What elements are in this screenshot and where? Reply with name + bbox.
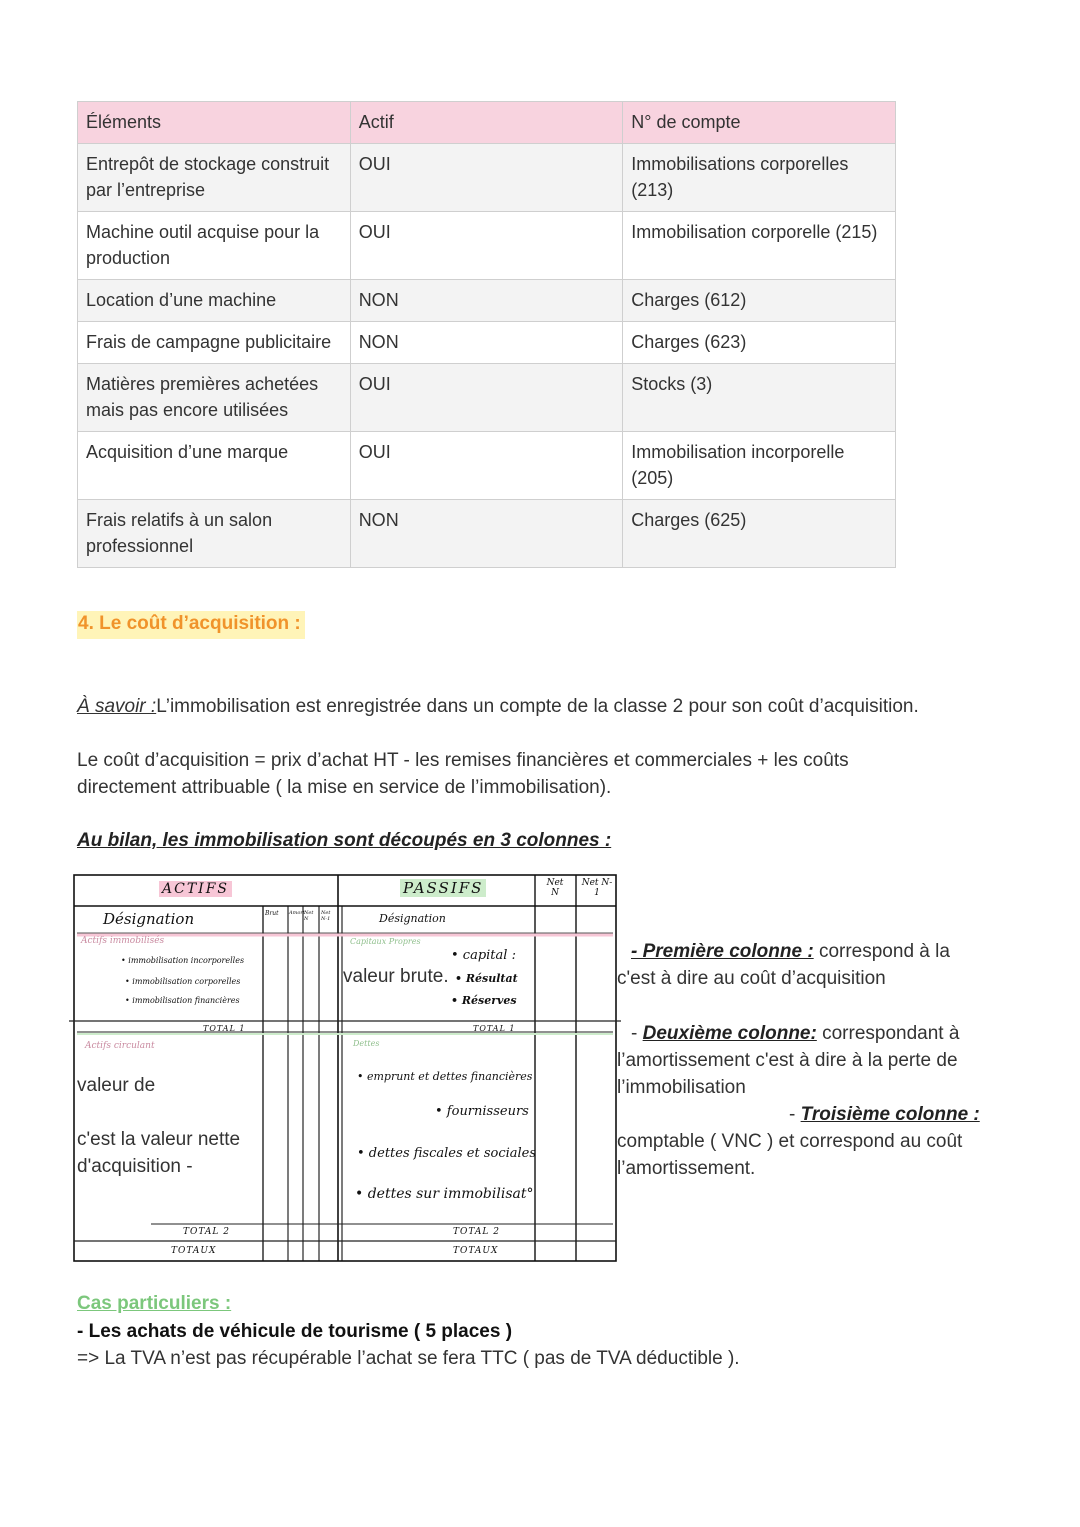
dettes-item: • dettes fiscales et sociales [357,1146,537,1161]
overlay-valeur-de: valeur de [77,1075,156,1096]
third-column-note [789,1101,980,1128]
accounts-table [77,101,896,568]
amort-col-label: Amort [289,910,305,916]
column-header: Actif [350,102,623,144]
table-cell: OUI [350,212,623,280]
total1-left: TOTAL 1 [203,1024,246,1033]
overlay-valeur-nette: c'est la valeur nette [77,1129,241,1150]
table-header-row [78,102,896,144]
table-row [78,322,896,364]
table-row [78,432,896,500]
table-cell: NON [350,322,623,364]
dettes-item: • fournisseurs [435,1104,529,1119]
third-column-line: l’amortissement. [617,1158,756,1179]
second-column-line: l’amortissement c'est à dire à la perte de [617,1050,958,1071]
table-cell: Charges (612) [623,280,896,322]
table-row [78,212,896,280]
totaux-right: TOTAUX [453,1246,499,1256]
designation-left: Désignation [103,910,195,928]
immo-item: • immobilisation corporelles [125,977,241,986]
third-column-prefix: - [789,1104,801,1125]
second-column-text: correspondant à [816,1023,960,1044]
table-row [78,144,896,212]
net-n-label: Net N [546,878,564,898]
first-column-note [631,938,950,965]
column-header: N° de compte [623,102,896,144]
overlay-acquisition: d'acquisition - [77,1156,193,1177]
table-cell: Location d’une machine [78,280,351,322]
immo-item: • immobilisation financières [125,996,240,1005]
reserves-label: • Réserves [451,994,517,1007]
savoir-label: À savoir : [77,696,157,717]
net-n1-label: Net N-1 [581,878,613,898]
brut-col-label: Brut [265,910,279,917]
table-cell: Charges (623) [623,322,896,364]
table-cell: NON [350,500,623,568]
formula-line: Le coût d’acquisition = prix d’achat HT - les remises financières et commerciales + les coûts [77,750,849,771]
first-column-text: correspond à la [813,941,950,962]
table-cell: Immobilisation incorporelle (205) [623,432,896,500]
cas-particuliers-item: - Les achats de véhicule de tourisme ( 5 places ) [77,1321,513,1342]
dettes-label: Dettes [353,1039,380,1048]
totaux-left: TOTAUX [171,1246,217,1256]
first-column-label: - Première colonne : [631,941,814,962]
table-cell: Immobilisations corporelles (213) [623,144,896,212]
net-n1-col-label: Net N-1 [321,910,331,922]
table-cell: Machine outil acquise pour la production [78,212,351,280]
overlay-valeur-brute: valeur brute. [343,966,449,987]
bilan-heading: Au bilan, les immobilisation sont découpés en 3 colonnes : [77,830,612,851]
table-cell: OUI [350,144,623,212]
third-column-label: Troisième colonne : [800,1104,980,1125]
passifs-label: PASSIFS [400,879,486,897]
formula-line: directement attribuable ( la mise en service de l’immobilisation). [77,777,612,798]
resultat-label: • Résultat [455,972,518,985]
total1-right: TOTAL 1 [473,1024,516,1033]
table-cell: Immobilisation corporelle (215) [623,212,896,280]
table-cell: OUI [350,364,623,432]
immo-item: • immobilisation incorporelles [121,956,245,965]
table-row [78,280,896,322]
table-row [78,364,896,432]
balance-sheet-lines [73,874,617,1262]
balance-sheet-sketch [73,874,617,1262]
total2-right: TOTAL 2 [453,1227,500,1237]
second-column-note [631,1020,959,1047]
dettes-item: • emprunt et dettes financières [357,1070,533,1083]
savoir-paragraph [77,693,919,720]
table-cell: Matières premières achetées mais pas encore utilisées [78,364,351,432]
column-header: Éléments [78,102,351,144]
table-cell: OUI [350,432,623,500]
capital-label: • capital : [451,948,516,963]
table-cell: Charges (625) [623,500,896,568]
table-row [78,500,896,568]
cas-particuliers-text: => La TVA n’est pas récupérable l’achat se fera TTC ( pas de TVA déductible ). [77,1348,740,1369]
dettes-item: • dettes sur immobilisat° [355,1186,534,1202]
table-cell: Entrepôt de stockage construit par l’entreprise [78,144,351,212]
actifs-label: ACTIFS [159,881,232,897]
second-column-line: l’immobilisation [617,1077,746,1098]
total2-left: TOTAL 2 [183,1227,230,1237]
section-heading: 4. Le coût d’acquisition : [77,611,305,639]
second-column-label: Deuxième colonne: [642,1023,817,1044]
actifs-circulant-label: Actifs circulant [85,1041,155,1051]
third-column-line: comptable ( VNC ) et correspond au coût [617,1131,963,1152]
actifs-immobilises-label: Actifs immobilisés [81,936,165,946]
designation-right: Désignation [379,912,446,925]
first-column-line: c'est à dire au coût d’acquisition [617,968,886,989]
net-col-label: Net N [304,910,314,922]
savoir-text: L’immobilisation est enregistrée dans un compte de la classe 2 pour son coût d’acquisition. [156,696,919,717]
second-column-prefix: - [631,1023,643,1044]
table-cell: Acquisition d’une marque [78,432,351,500]
table-cell: NON [350,280,623,322]
table-cell: Frais relatifs à un salon professionnel [78,500,351,568]
cas-particuliers-heading: Cas particuliers : [77,1293,232,1314]
table-cell: Stocks (3) [623,364,896,432]
table-cell: Frais de campagne publicitaire [78,322,351,364]
capitaux-propres-label: Capitaux Propres [350,937,421,946]
